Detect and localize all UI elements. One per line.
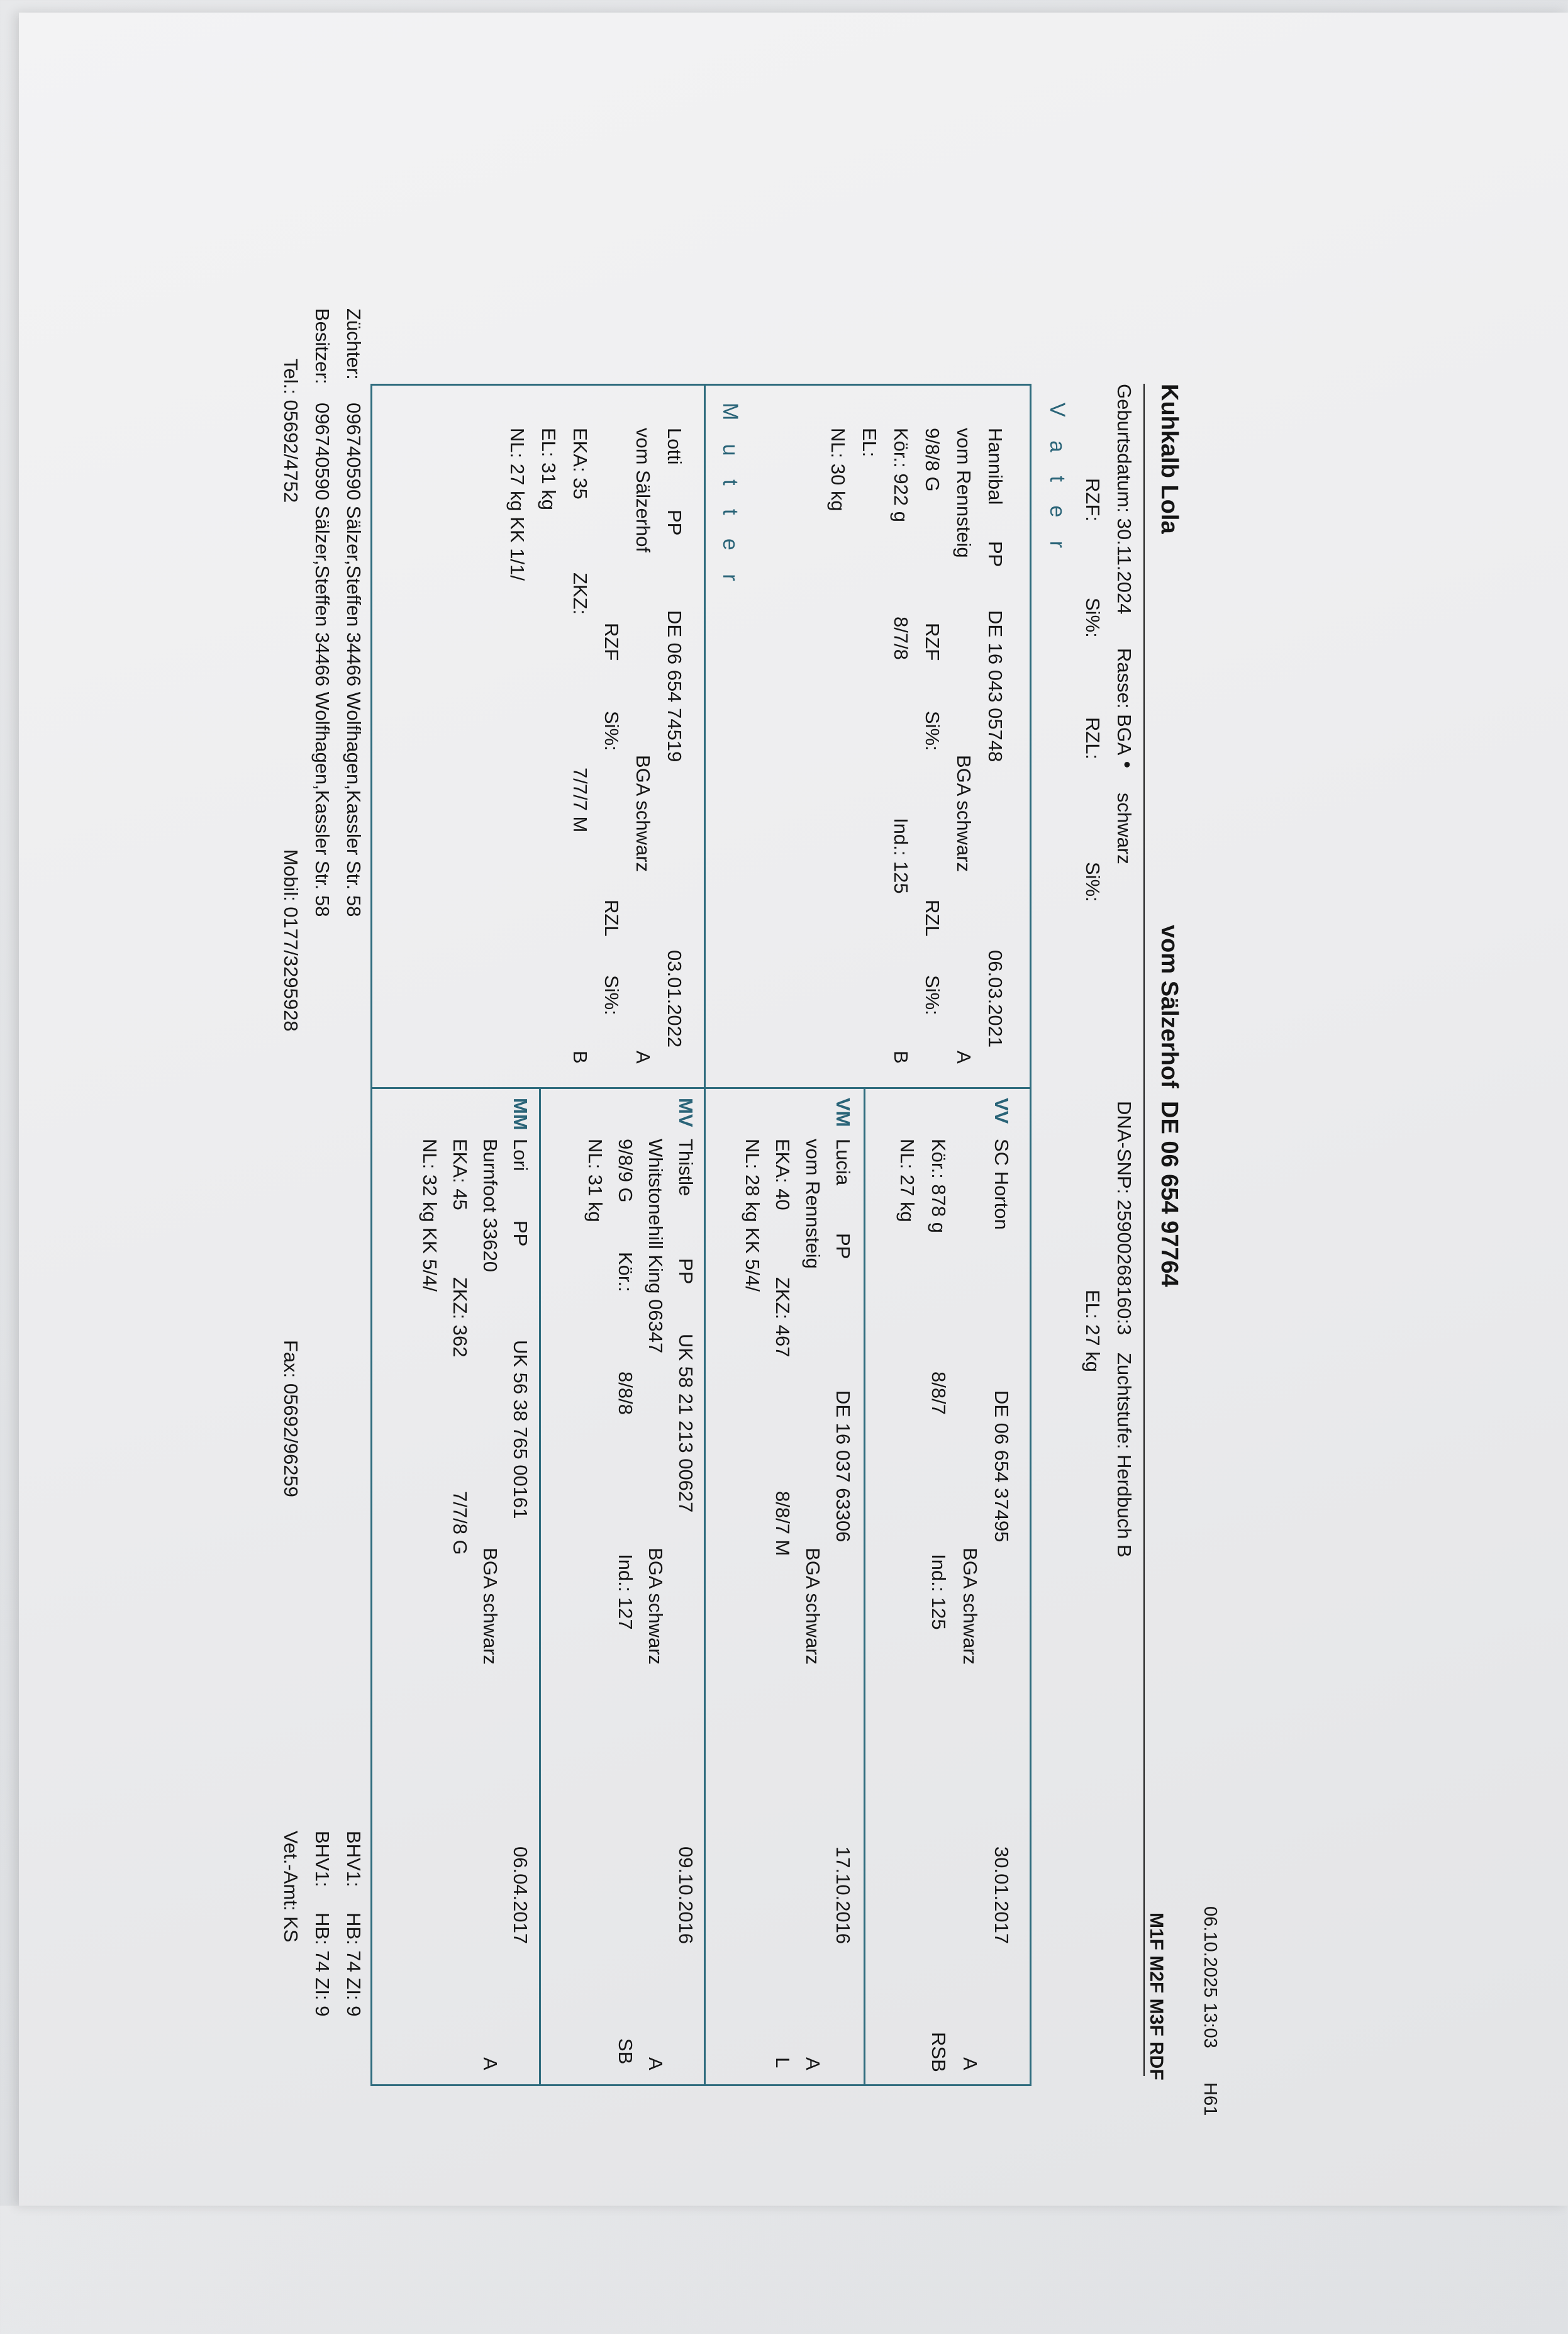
vater-date: 06.03.2021 [984,950,1006,1048]
mutter-label: M u t t e r [718,403,742,590]
vv-id: DE 06 654 37495 [991,1390,1013,1543]
mv-mm-divider [539,1087,541,2084]
mutter-si2: Si%: [601,975,623,1015]
coat-color: schwarz [1113,793,1135,864]
fax: Fax: 05692/96259 [280,1340,302,1497]
page-code: H61 [1200,2082,1220,2116]
mutter-el: EL: 31 kg [538,428,560,510]
vater-id: DE 16 043 05748 [984,610,1006,762]
mobile: Mobil: 0177/3295928 [280,849,302,1032]
mv-breed: BGA schwarz [645,1548,667,1665]
mm-nl: NL: 32 kg KK 5/4/ [419,1139,441,1292]
vv-name: SC Horton [991,1139,1013,1230]
breeding-level: Zuchtstufe: Herdbuch B [1113,1353,1135,1558]
vm-eka: EKA: 40 [772,1139,794,1210]
vv-kor: Kör.: 878 g [928,1139,950,1233]
mm-tag: MM [509,1098,531,1131]
mutter-pp: PP [664,510,686,536]
birth-date: Geburtsdatum: 30.11.2024 [1113,384,1135,615]
mv-nl: NL: 31 kg [584,1139,606,1222]
vm-grade: A [802,2057,824,2070]
mm-id: UK 56 38 765 00161 [509,1340,531,1519]
mv-kor: Kör.: [614,1252,637,1292]
bhv1-value-b: HB: 74 ZI: 9 [311,1912,333,2017]
mutter-zkz-score: 7/7/7 M [569,768,591,833]
vv-kor-score: 8/8/7 [928,1371,950,1415]
vater-breed: BGA schwarz [953,755,975,873]
vm-id: DE 16 037 63306 [832,1390,854,1543]
mutter-zkz: ZKZ: [569,572,591,615]
vm-name: Lucia [832,1139,854,1186]
mutter-id: DE 06 654 74519 [664,610,686,762]
mm-origin: Burnfoot 33620 [479,1139,501,1273]
vv-nl: NL: 27 kg [896,1139,918,1222]
farm-name: vom Sälzerhof [1156,925,1182,1088]
vm-zkz-score: 8/8/7 M [772,1491,794,1556]
mv-kor-score: 8/8/8 [614,1371,637,1415]
besitzer-info: 096740590 Sälzer,Steffen 34466 Wolfhagen,Kassler Str. 58 [311,403,333,917]
mutter-name: Lotti [664,428,686,465]
mv-origin: Whitstonehill King 06347 [645,1139,667,1354]
mutter-origin: vom Sälzerhof [632,428,654,553]
mv-score: 9/8/9 G [614,1139,637,1203]
mv-pp: PP [675,1258,697,1285]
vet-office: Vet.-Amt: KS [280,1831,302,1943]
mutter-eka: EKA: 35 [569,428,591,500]
vm-tag: VM [832,1098,854,1127]
vm-origin: vom Rennsteig [802,1139,824,1269]
vater-rzl: RZL [921,900,943,937]
mm-grade: A [479,2057,501,2070]
vm-breed: BGA schwarz [802,1548,824,1665]
mutter-rzf: RZF [601,623,623,661]
vater-kor-score: 8/7/8 [890,617,912,660]
mm-eka: EKA: 45 [449,1139,471,1210]
bhv1-label-a: BHV1: [343,1831,365,1887]
mm-pp: PP [509,1220,531,1247]
breed-dot: • [1116,761,1138,768]
print-datetime: 06.10.2025 13:03 [1200,1906,1220,2048]
mutter-breed: BGA schwarz [632,755,654,873]
calf-rzf: RZF: [1082,478,1104,522]
vm-date: 17.10.2016 [832,1846,854,1945]
vater-si1: Si%: [921,711,943,751]
vv-class: RSB [928,2032,950,2072]
calf-si1: Si%: [1082,598,1104,638]
vv-breed: BGA schwarz [959,1548,981,1665]
vater-grade: A [953,1051,975,1064]
vater-pp: PP [984,541,1006,567]
vater-class: B [890,1051,912,1064]
vv-date: 30.01.2017 [991,1846,1013,1945]
mv-grade: A [645,2057,667,2070]
mm-name: Lori [509,1139,531,1171]
bhv1-label-b: BHV1: [311,1831,333,1887]
vater-rzf: RZF [921,623,943,661]
mv-tag: MV [675,1098,697,1127]
vater-origin: vom Rennsteig [953,428,975,558]
mm-zkz: ZKZ: 362 [449,1277,471,1358]
vater-el: EL: [859,428,881,457]
vm-pp: PP [832,1233,854,1259]
calf-rzl: RZL: [1082,717,1104,760]
vater-name: Hannibal [984,428,1006,505]
vv-grade: A [959,2057,981,2070]
mm-breed: BGA schwarz [479,1548,501,1665]
mutter-grade: A [632,1051,654,1064]
mutter-si1: Si%: [601,711,623,751]
vater-ind: Ind.: 125 [890,818,912,894]
breed: Rasse: BGA [1113,648,1135,756]
mv-id: UK 58 21 213 00627 [675,1334,697,1513]
header-rule [1143,384,1145,2076]
generation-divider [372,1087,1031,1089]
mutter-nl: NL: 27 kg KK 1/1/ [506,428,528,581]
pedigree-document [120,308,1239,2334]
calf-el: EL: 27 kg [1082,1290,1104,1372]
mv-date: 09.10.2016 [675,1846,697,1945]
vm-zkz: ZKZ: 467 [772,1277,794,1358]
bhv1-value-a: HB: 74 ZI: 9 [343,1912,365,2017]
paper-sheet [19,13,1568,2206]
mv-name: Thistle [675,1139,697,1197]
vater-si2: Si%: [921,975,943,1015]
mv-ind: Ind.: 127 [614,1554,637,1630]
vm-class: L [772,2057,794,2069]
vv-vm-divider [864,1087,865,2084]
vv-tag: VV [991,1098,1013,1124]
mutter-class: B [569,1051,591,1064]
calf-si2: Si%: [1082,862,1104,902]
zuechter-info: 096740590 Sälzer,Steffen 34466 Wolfhagen,Kassler Str. 58 [343,403,365,917]
mm-zkz-score: 7/7/8 G [449,1491,471,1555]
vater-nl: NL: 30 kg [827,428,849,511]
mutter-date: 03.01.2022 [664,950,686,1048]
vater-kor: Kör.: 922 g [890,428,912,522]
besitzer-label: Besitzer: [311,308,333,384]
mutter-rzl: RZL [601,900,623,937]
phone: Tel.: 05692/4752 [280,359,302,503]
dna-snp: DNA-SNP: 25900268160:3 [1113,1101,1135,1336]
mm-date: 06.04.2017 [509,1846,531,1945]
marker-codes: M1F M2F M3F RDF [1146,1912,1167,2080]
parents-divider [704,384,706,2084]
ear-tag: DE 06 654 97764 [1156,1101,1182,1287]
vater-score: 9/8/8 G [921,428,943,492]
mv-class: SB [614,2038,637,2065]
animal-name: Kuhkalb Lola [1156,384,1182,534]
vater-label: V a t e r [1045,403,1069,557]
vv-ind: Ind.: 125 [928,1554,950,1630]
zuechter-label: Züchter: [343,308,365,380]
vm-nl: NL: 28 kg KK 5/4/ [742,1139,764,1292]
